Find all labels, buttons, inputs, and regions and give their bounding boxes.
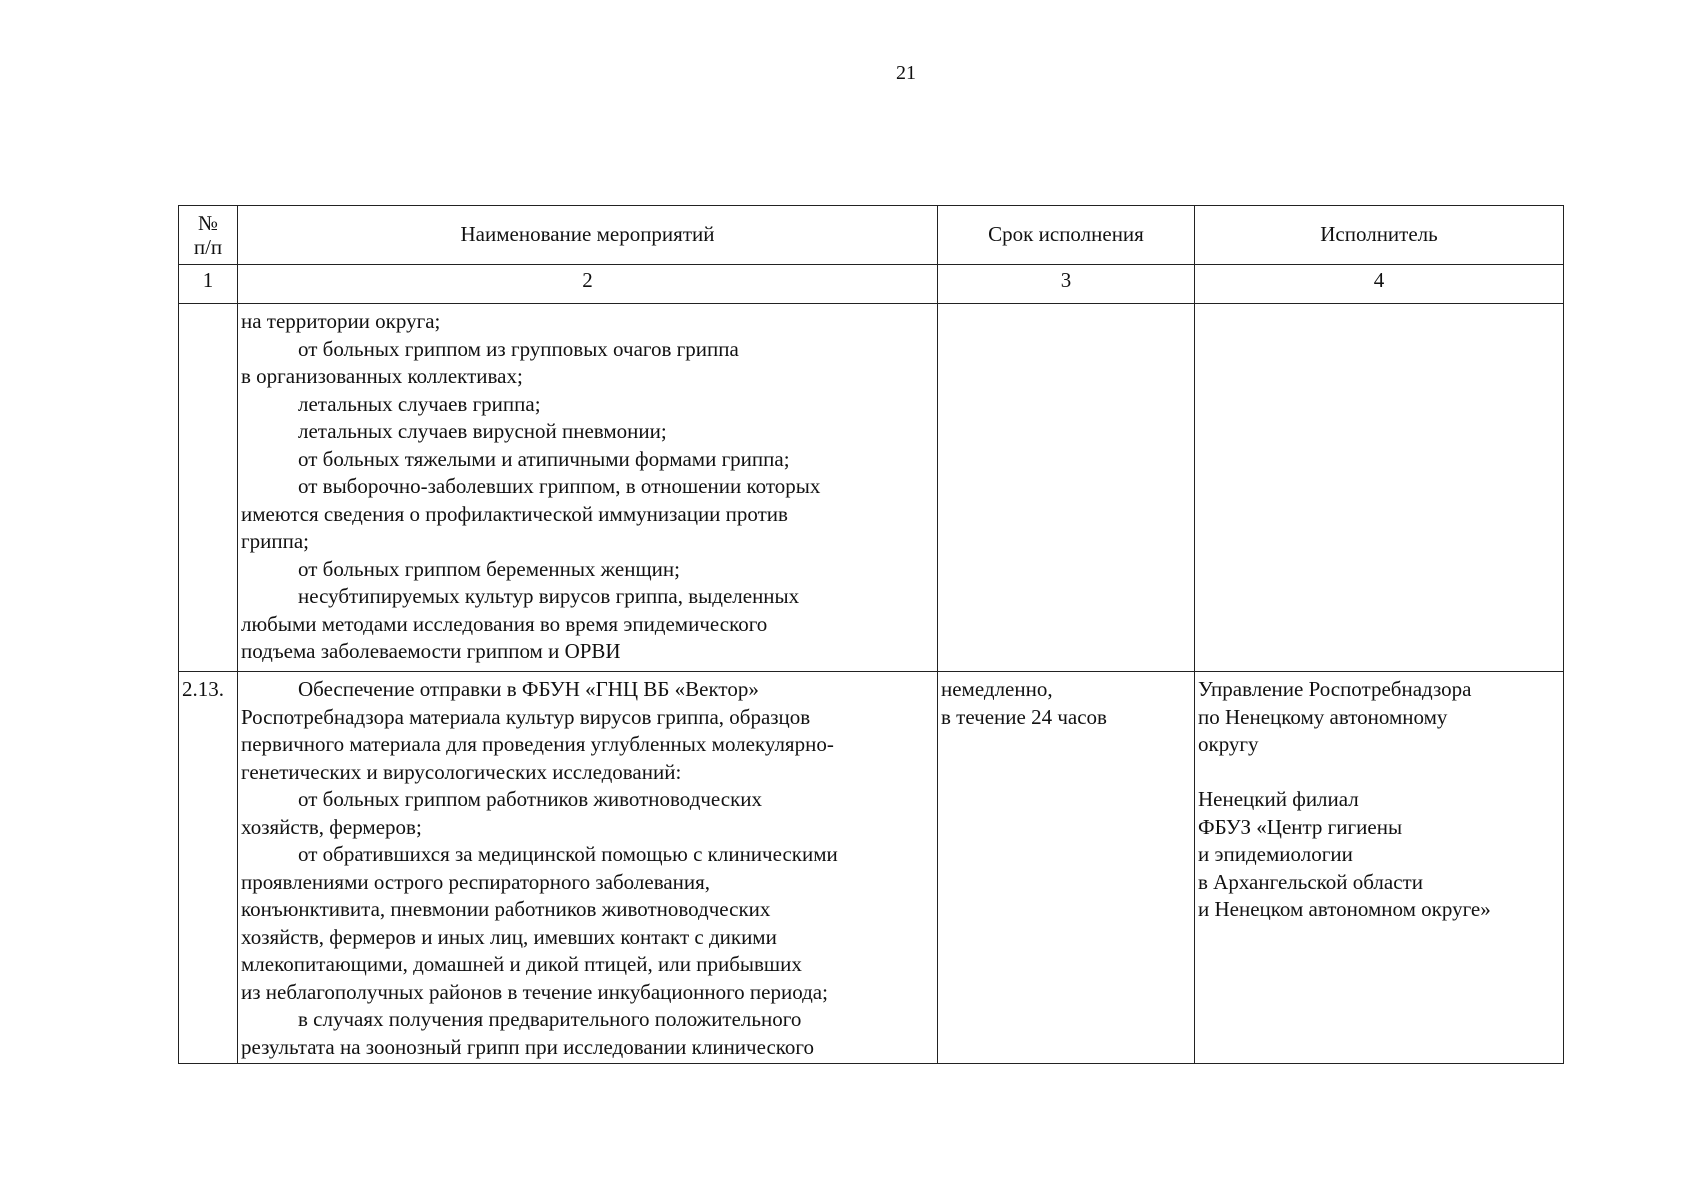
text-line: от выборочно-заболевших гриппом, в отношении которых [298, 474, 821, 498]
executor-line: и Ненецком автономном округе» [1198, 897, 1491, 921]
text-line: подъема заболеваемости гриппом и ОРВИ [241, 639, 621, 663]
text-line: имеются сведения о профилактической иммунизации против [241, 501, 788, 526]
executor-line: округу [1198, 732, 1259, 756]
text-line: от больных гриппом работников животноводческих [298, 787, 763, 811]
text-line: любыми методами исследования во время эпидемического [241, 611, 768, 636]
text-line: млекопитающими, домашней и дикой птицей, или прибывших [241, 952, 802, 976]
table-row [179, 672, 1564, 1064]
header-executor: Исполнитель [1195, 206, 1564, 265]
header-number-line1: № [197, 211, 219, 235]
text-line: из неблагополучных районов в течение инкубационного периода; [241, 979, 828, 1004]
text-line: Роспотребнадзора материала культур вирусов гриппа, образцов [241, 704, 811, 729]
text-line: в случаях получения предварительного положительного [298, 1007, 802, 1031]
text-line: на территории округа; [241, 309, 441, 333]
column-index: 4 [1195, 265, 1564, 304]
column-index: 1 [179, 265, 238, 304]
executor-gap [1198, 759, 1560, 787]
header-number-line2: п/п [193, 235, 223, 259]
deadline-line: немедленно, [941, 677, 1053, 701]
header-name: Наименование мероприятий [238, 206, 938, 265]
measure-text [238, 304, 938, 672]
text-line: хозяйств, фермеров; [241, 814, 422, 839]
text-line: первичного материала для проведения углубленных молекулярно- [241, 732, 834, 756]
header-deadline: Срок исполнения [938, 206, 1195, 265]
table-header-row [179, 206, 1564, 265]
text-line: от больных гриппом из групповых очагов гриппа [298, 336, 739, 361]
deadline-cell [938, 304, 1195, 672]
executor-line: ФБУЗ «Центр гигиены [1198, 814, 1403, 839]
deadline-cell [938, 672, 1195, 1064]
deadline-line: в течение 24 часов [941, 704, 1107, 729]
text-line: от больных гриппом беременных женщин; [298, 556, 680, 581]
column-index: 3 [938, 265, 1195, 304]
row-number [179, 304, 238, 672]
executor-cell [1195, 672, 1564, 1064]
text-line: гриппа; [241, 529, 309, 553]
text-line: от больных тяжелыми и атипичными формами гриппа; [298, 446, 790, 471]
text-line: Обеспечение отправки в ФБУН «ГНЦ ВБ «Вектор» [298, 677, 759, 701]
executor-line: в Архангельской области [1198, 869, 1423, 894]
page-number: 21 [896, 62, 916, 84]
measures-table [178, 205, 1564, 1064]
text-line: результата на зоонозный грипп при исследовании клинического [241, 1034, 814, 1059]
text-line: в организованных коллективах; [241, 364, 523, 388]
text-line: конъюнктивита, пневмонии работников животноводческих [241, 897, 771, 921]
table-row [179, 304, 1564, 672]
text-line: хозяйств, фермеров и иных лиц, имевших контакт с дикими [241, 924, 777, 949]
header-number [179, 206, 238, 265]
column-index: 2 [238, 265, 938, 304]
executor-line: по Ненецкому автономному [1198, 704, 1448, 729]
text-line: летальных случаев гриппа; [298, 391, 541, 416]
text-line: от обратившихся за медицинской помощью с клиническими [298, 842, 838, 866]
text-line: генетических и вирусологических исследований: [241, 759, 682, 784]
row-number: 2.13. [179, 672, 238, 1064]
measure-text [238, 672, 938, 1064]
text-line: летальных случаев вирусной пневмонии; [298, 419, 667, 443]
text-line: несубтипируемых культур вирусов гриппа, выделенных [298, 584, 800, 608]
executor-line: Управление Роспотребнадзора [1198, 677, 1472, 701]
executor-line: Ненецкий филиал [1198, 787, 1359, 811]
executor-cell [1195, 304, 1564, 672]
text-line: проявлениями острого респираторного заболевания, [241, 869, 711, 894]
executor-line: и эпидемиологии [1198, 842, 1353, 866]
column-index-row [179, 265, 1564, 304]
